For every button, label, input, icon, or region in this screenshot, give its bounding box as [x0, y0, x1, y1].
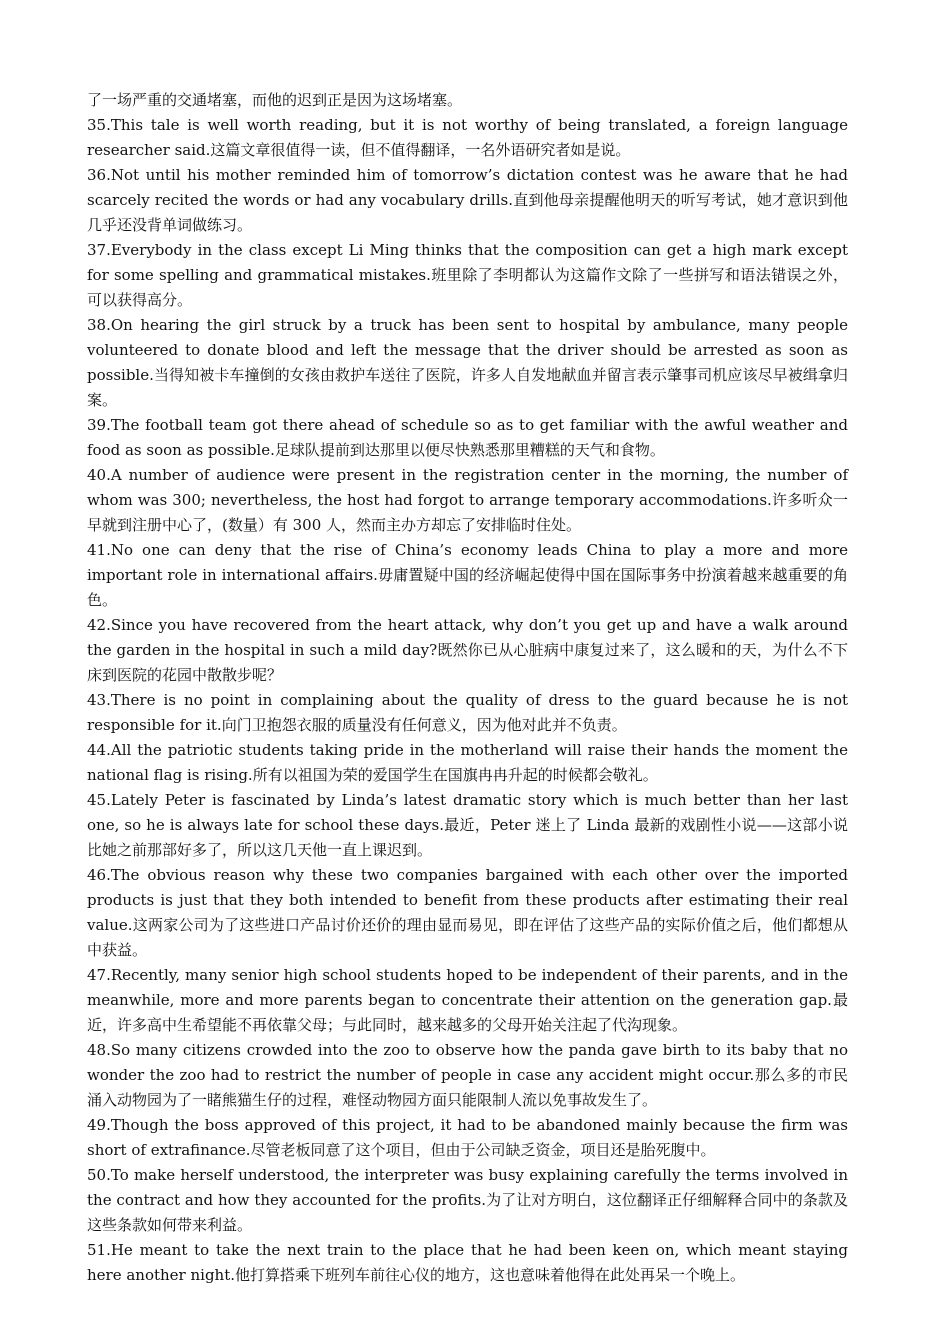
- document-page: [87, 88, 848, 1288]
- paragraph-39: 39.The football team got there ahead of schedule so as to get familiar with the awful weather and food as soon as possible.足球队提前到达那里以便尽快熟悉那里糟糕的天气和食物。: [87, 416, 848, 459]
- paragraph-40: 40.A number of audience were present in the registration center in the morning, the number of whom was 300; nevertheless, the host had forgot to arrange temporary accommodations.许多听众一早就到注册中心了，(数量）有 300 人，然而主办方却忘了安排临时住处。: [87, 466, 848, 534]
- paragraph-43: 43.There is no point in complaining about the quality of dress to the guard because he is not responsible for it.向门卫抱怨衣服的质量没有任何意义，因为他对此并不负责。: [87, 691, 848, 734]
- paragraph-38: 38.On hearing the girl struck by a truck has been sent to hospital by ambulance, many people volunteered to donate blood and left the message that the driver should be arrested as soon as possible.当得知被卡车撞倒的女孩由救护车送往了医院，许多人自发地献血并留言表示肇事司机应该尽早被缉拿归案。: [87, 316, 848, 409]
- paragraph-45: 45.Lately Peter is fascinated by Linda’s latest dramatic story which is much better than her last one, so he is always late for school these days.最近，Peter 迷上了 Linda 最新的戏剧性小说——这部小说比她之前那部好多了，所以这几天他一直上课迟到。: [87, 791, 848, 859]
- paragraph-48: 48.So many citizens crowded into the zoo to observe how the panda gave birth to its baby that no wonder the zoo had to restrict the number of people in case any accident might occur.那么多的市民涌入动物园为了一睹熊猫生仔的过程，难怪动物园方面只能限制人流以免事故发生了。: [87, 1041, 848, 1109]
- paragraph-41: 41.No one can deny that the rise of China’s economy leads China to play a more and more important role in international affairs.毋庸置疑中国的经济崛起使得中国在国际事务中扮演着越来越重要的角色。: [87, 541, 848, 609]
- paragraph-46: 46.The obvious reason why these two companies bargained with each other over the imported products is just that they both intended to benefit from these products after estimating their real value.这两家公司为了这些进口产品讨价还价的理由显而易见，即在评估了这些产品的实际价值之后，他们都想从中获益。: [87, 866, 848, 959]
- paragraph-36: 36.Not until his mother reminded him of tomorrow’s dictation contest was he aware that he had scarcely recited the words or had any vocabulary drills.直到他母亲提醒他明天的听写考试，她才意识到他几乎还没背单词做练习。: [87, 166, 848, 234]
- paragraph-50: 50.To make herself understood, the interpreter was busy explaining carefully the terms involved in the contract and how they accounted for the profits.为了让对方明白，这位翻译正仔细解释合同中的条款及这些条款如何带来利益。: [87, 1166, 848, 1234]
- paragraph-35: 35.This tale is well worth reading, but it is not worthy of being translated, a foreign language researcher said.这篇文章很值得一读，但不值得翻译，一名外语研究者如是说。: [87, 116, 848, 159]
- paragraph-34-tail: 了一场严重的交通堵塞，而他的迟到正是因为这场堵塞。: [87, 91, 463, 109]
- paragraph-47: 47.Recently, many senior high school students hoped to be independent of their parents, and in the meanwhile, more and more parents began to concentrate their attention on the generation gap.最近，许多高中生希望能不再依靠父母；与此同时，越来越多的父母开始关注起了代沟现象。: [87, 966, 848, 1034]
- paragraph-49: 49.Though the boss approved of this project, it had to be abandoned mainly because the firm was short of extrafinance.尽管老板同意了这个项目，但由于公司缺乏资金，项目还是胎死腹中。: [87, 1116, 848, 1159]
- paragraph-51: 51.He meant to take the next train to the place that he had been keen on, which meant staying here another night.他打算搭乘下班列车前往心仪的地方，这也意味着他得在此处再呆一个晚上。: [87, 1241, 848, 1284]
- paragraph-42: 42.Since you have recovered from the heart attack, why don’t you get up and have a walk around the garden in the hospital in such a mild day?既然你已从心脏病中康复过来了，这么暖和的天，为什么不下床到医院的花园中散散步呢？: [87, 616, 848, 684]
- paragraph-37: 37.Everybody in the class except Li Ming thinks that the composition can get a high mark except for some spelling and grammatical mistakes.班里除了李明都认为这篇作文除了一些拼写和语法错误之外，可以获得高分。: [87, 241, 848, 309]
- paragraph-44: 44.All the patriotic students taking pride in the motherland will raise their hands the moment the national flag is rising.所有以祖国为荣的爱国学生在国旗冉冉升起的时候都会敬礼。: [87, 741, 848, 784]
